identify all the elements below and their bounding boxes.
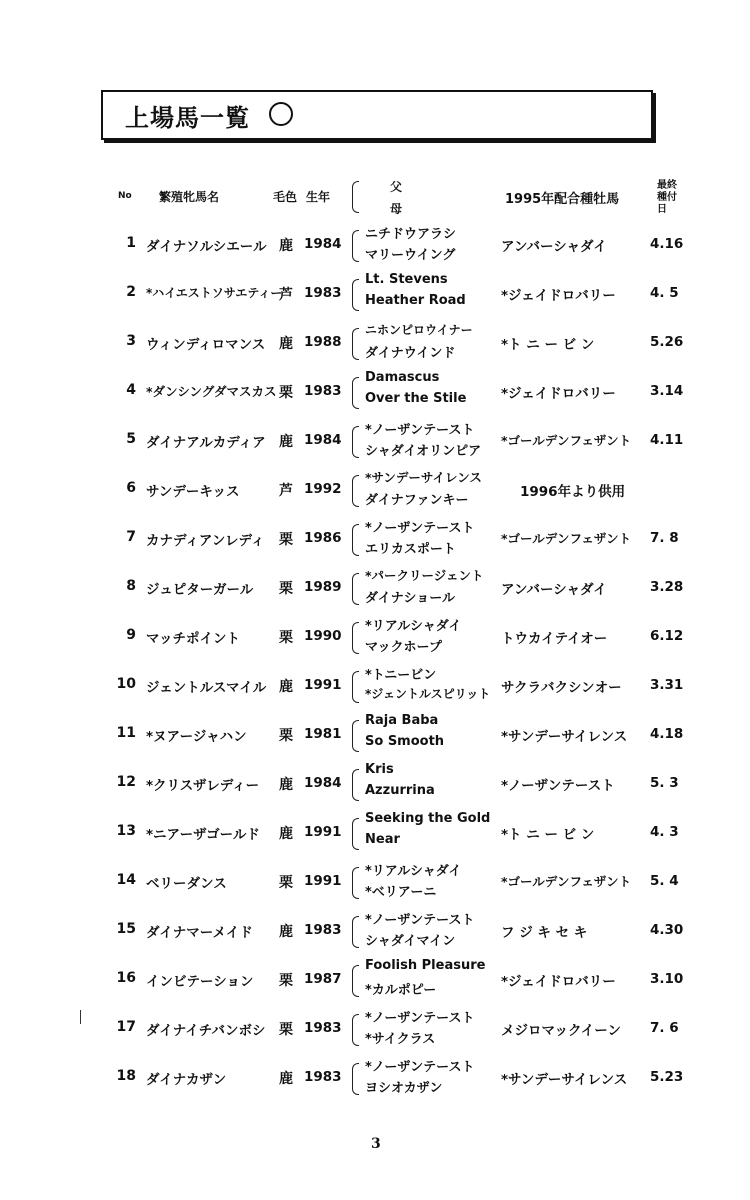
row-year: 1983 xyxy=(304,285,342,301)
row-brace xyxy=(352,965,359,997)
row-mating-stallion: *ジェイドロバリー xyxy=(501,386,616,402)
row-sire: ニホンピロウイナー xyxy=(365,323,473,337)
table-row xyxy=(0,270,750,318)
row-no: 18 xyxy=(116,1068,136,1084)
circle-icon xyxy=(269,102,293,126)
row-dam: エリカスポート xyxy=(365,542,456,557)
row-mating-stallion: *ジェイドロバリー xyxy=(501,974,616,990)
row-mare-name: インビテーション xyxy=(146,974,254,990)
row-dam: マックホープ xyxy=(365,640,442,655)
row-coat: 栗 xyxy=(279,875,293,891)
row-no: 5 xyxy=(126,431,136,447)
row-no: 10 xyxy=(116,676,136,692)
row-mating-stallion: *ノーザンテースト xyxy=(501,778,615,794)
row-year: 1984 xyxy=(304,432,342,448)
row-sire: *トニービン xyxy=(365,668,437,683)
row-brace xyxy=(352,279,359,311)
row-no: 9 xyxy=(126,627,136,643)
header-coat: 毛色 xyxy=(273,190,298,204)
row-last-date: 3.10 xyxy=(650,971,684,987)
row-year: 1989 xyxy=(304,579,342,595)
row-mating-stallion: サクラバクシンオー xyxy=(501,680,622,696)
row-coat: 鹿 xyxy=(279,1071,293,1087)
row-mating-stallion: *ゴールデンフェザント xyxy=(501,874,632,889)
row-no: 15 xyxy=(116,921,136,937)
row-coat: 鹿 xyxy=(279,826,293,842)
row-mating-stallion: 1996年より供用 xyxy=(520,484,626,500)
row-no: 17 xyxy=(116,1019,136,1035)
row-dam: *カルポピー xyxy=(365,983,437,998)
row-mare-name: ダイナマーメイド xyxy=(146,925,253,941)
row-brace xyxy=(352,230,359,262)
row-mare-name: ベリーダンス xyxy=(146,876,227,892)
row-mare-name: ダイナソルシエール xyxy=(146,239,267,255)
row-sire: *パークリージェント xyxy=(365,568,484,583)
row-dam: ヨシオカザン xyxy=(365,1081,443,1096)
row-coat: 栗 xyxy=(279,1022,293,1038)
table-row xyxy=(0,809,750,857)
row-sire: Damascus xyxy=(365,370,440,385)
row-no: 2 xyxy=(126,284,136,300)
row-mare-name: *ダンシングダマスカス xyxy=(146,384,277,399)
row-dam: ダイナショール xyxy=(365,591,455,606)
table-row xyxy=(0,221,750,269)
row-no: 6 xyxy=(126,480,136,496)
row-brace xyxy=(352,671,359,703)
header-no: No xyxy=(118,191,132,201)
row-dam: So Smooth xyxy=(365,734,445,749)
row-coat: 栗 xyxy=(279,581,293,597)
row-mare-name: ジュピターガール xyxy=(146,582,254,598)
page-number: 3 xyxy=(371,1136,381,1152)
row-last-date: 4.16 xyxy=(650,236,684,252)
row-year: 1988 xyxy=(304,334,342,350)
row-dam: *サイクラス xyxy=(365,1032,436,1047)
row-brace xyxy=(352,328,359,360)
row-dam: Azzurrina xyxy=(365,783,435,798)
row-year: 1992 xyxy=(304,481,342,497)
row-brace xyxy=(352,1014,359,1046)
row-dam: シャダイマイン xyxy=(365,934,456,949)
row-brace xyxy=(352,426,359,458)
row-mare-name: *ハイエストソサエティー xyxy=(146,286,283,300)
title-box xyxy=(101,90,653,140)
row-mare-name: ジェントルスマイル xyxy=(146,680,267,696)
row-year: 1984 xyxy=(304,236,342,252)
table-row xyxy=(0,1054,750,1102)
row-mare-name: ダイナカザン xyxy=(146,1072,227,1088)
row-mare-name: ウィンディロマンス xyxy=(146,337,266,353)
row-coat: 鹿 xyxy=(279,238,293,254)
row-sire: Kris xyxy=(365,762,394,777)
row-last-date: 4. 3 xyxy=(650,824,679,840)
row-sire: ニチドウアラシ xyxy=(365,227,457,242)
row-year: 1983 xyxy=(304,1020,342,1036)
row-year: 1981 xyxy=(304,726,342,742)
row-mating-stallion: *サンデーサイレンス xyxy=(501,729,628,745)
row-dam: *ベリアーニ xyxy=(365,885,437,900)
row-last-date: 5. 3 xyxy=(650,775,679,791)
row-no: 3 xyxy=(126,333,136,349)
row-year: 1984 xyxy=(304,775,342,791)
row-year: 1991 xyxy=(304,677,342,693)
header-year: 生年 xyxy=(306,190,331,204)
header-name: 繁殖牝馬名 xyxy=(159,190,220,204)
row-dam: Heather Road xyxy=(365,293,466,308)
row-mating-stallion: *ゴールデンフェザント xyxy=(501,433,632,448)
header-last-date: 最終種付日 xyxy=(657,180,677,215)
table-row xyxy=(0,1005,750,1053)
row-last-date: 4. 5 xyxy=(650,285,679,301)
row-no: 16 xyxy=(116,970,136,986)
row-coat: 栗 xyxy=(279,630,293,646)
row-coat: 芦 xyxy=(279,483,293,499)
row-sire: *ノーザンテースト xyxy=(365,913,475,928)
row-last-date: 7. 6 xyxy=(650,1020,679,1036)
row-sire: *ノーザンテースト xyxy=(365,521,475,536)
row-sire: Seeking the Gold xyxy=(365,811,491,826)
row-mare-name: *クリスザレディー xyxy=(146,778,260,794)
row-coat: 栗 xyxy=(279,973,293,989)
row-brace xyxy=(352,524,359,556)
row-no: 13 xyxy=(116,823,136,839)
row-no: 12 xyxy=(116,774,136,790)
row-last-date: 3.28 xyxy=(650,579,684,595)
row-sire: *サンデーサイレンス xyxy=(365,470,482,485)
row-mare-name: マッチポイント xyxy=(146,631,240,647)
row-coat: 鹿 xyxy=(279,336,293,352)
row-dam: ダイナファンキー xyxy=(365,493,469,508)
row-no: 1 xyxy=(126,235,136,251)
row-coat: 鹿 xyxy=(279,434,293,450)
row-mating-stallion: アンバーシャダイ xyxy=(501,582,607,598)
row-coat: 鹿 xyxy=(279,679,293,695)
row-last-date: 5. 4 xyxy=(650,873,679,889)
row-coat: 鹿 xyxy=(279,924,293,940)
row-year: 1983 xyxy=(304,383,342,399)
row-coat: 鹿 xyxy=(279,777,293,793)
row-dam: *ジェントルスピリット xyxy=(365,687,491,701)
row-brace xyxy=(352,1063,359,1095)
table-row xyxy=(0,907,750,955)
row-last-date: 4.11 xyxy=(650,432,684,448)
row-no: 11 xyxy=(116,725,136,741)
row-dam: マリーウイング xyxy=(365,248,456,263)
row-brace xyxy=(352,573,359,605)
row-coat: 芦 xyxy=(279,287,293,303)
row-sire: *ノーザンテースト xyxy=(365,423,475,438)
row-year: 1991 xyxy=(304,873,342,889)
header-brace xyxy=(352,181,359,213)
row-brace xyxy=(352,769,359,801)
header-dam: 母 xyxy=(390,202,403,216)
table-row xyxy=(0,466,750,514)
row-brace xyxy=(352,916,359,948)
row-brace xyxy=(352,867,359,899)
table-row xyxy=(0,319,750,367)
row-brace xyxy=(352,622,359,654)
row-brace xyxy=(352,818,359,850)
row-dam: ダイナウインド xyxy=(365,346,456,361)
table-row xyxy=(0,760,750,808)
row-last-date: 4.18 xyxy=(650,726,684,742)
table-row xyxy=(0,711,750,759)
row-sire: Foolish Pleasure xyxy=(365,958,486,973)
row-no: 4 xyxy=(126,382,136,398)
row-year: 1986 xyxy=(304,530,342,546)
row-mare-name: サンデーキッス xyxy=(146,484,240,500)
row-dam: Near xyxy=(365,832,400,847)
margin-mark xyxy=(80,1010,81,1024)
table-row xyxy=(0,613,750,661)
row-last-date: 3.14 xyxy=(650,383,684,399)
table-row xyxy=(0,858,750,906)
row-no: 14 xyxy=(116,872,136,888)
row-dam: Over the Stile xyxy=(365,391,467,406)
header-sire: 父 xyxy=(390,180,403,194)
row-year: 1983 xyxy=(304,922,342,938)
header-mating: 1995年配合種牡馬 xyxy=(505,192,620,207)
row-year: 1983 xyxy=(304,1069,342,1085)
row-last-date: 3.31 xyxy=(650,677,684,693)
row-brace xyxy=(352,720,359,752)
table-row xyxy=(0,515,750,563)
row-coat: 栗 xyxy=(279,532,293,548)
table-row xyxy=(0,956,750,1004)
row-mating-stallion: *ゴールデンフェザント xyxy=(501,531,632,546)
row-no: 7 xyxy=(126,529,136,545)
row-mating-stallion: フ ジ キ セ キ xyxy=(501,925,588,941)
row-mare-name: ダイナイチバンボシ xyxy=(146,1023,266,1039)
row-year: 1987 xyxy=(304,971,342,987)
row-mare-name: *ニアーザゴールド xyxy=(146,827,260,843)
row-sire: Lt. Stevens xyxy=(365,272,448,287)
row-no: 8 xyxy=(126,578,136,594)
row-last-date: 5.26 xyxy=(650,334,684,350)
row-mating-stallion: トウカイテイオー xyxy=(501,631,608,647)
row-coat: 栗 xyxy=(279,385,293,401)
row-year: 1991 xyxy=(304,824,342,840)
row-sire: *リアルシャダイ xyxy=(365,864,462,879)
row-year: 1990 xyxy=(304,628,342,644)
row-sire: Raja Baba xyxy=(365,713,439,728)
row-last-date: 4.30 xyxy=(650,922,684,938)
row-dam: シャダイオリンピア xyxy=(365,444,482,459)
row-mating-stallion: *ト ニ ー ビ ン xyxy=(501,337,595,353)
row-last-date: 5.23 xyxy=(650,1069,684,1085)
row-mating-stallion: アンバーシャダイ xyxy=(501,239,607,255)
row-last-date: 6.12 xyxy=(650,628,684,644)
row-sire: *ノーザンテースト xyxy=(365,1060,475,1075)
row-brace xyxy=(352,377,359,409)
page-title: 上場馬一覧 xyxy=(125,103,250,132)
row-sire: *リアルシャダイ xyxy=(365,619,462,634)
table-row xyxy=(0,417,750,465)
row-last-date: 7. 8 xyxy=(650,530,679,546)
table-row xyxy=(0,368,750,416)
row-sire: *ノーザンテースト xyxy=(365,1011,475,1026)
row-mare-name: カナディアンレディ xyxy=(146,533,265,549)
row-brace xyxy=(352,475,359,507)
table-row xyxy=(0,564,750,612)
row-mating-stallion: *ト ニ ー ビ ン xyxy=(501,827,595,843)
row-coat: 栗 xyxy=(279,728,293,744)
row-mating-stallion: *サンデーサイレンス xyxy=(501,1072,628,1088)
row-mare-name: *ヌアージャハン xyxy=(146,729,247,745)
table-row xyxy=(0,662,750,710)
row-mating-stallion: *ジェイドロバリー xyxy=(501,288,616,304)
row-mating-stallion: メジロマックイーン xyxy=(501,1023,622,1039)
row-mare-name: ダイナアルカディア xyxy=(146,435,266,451)
